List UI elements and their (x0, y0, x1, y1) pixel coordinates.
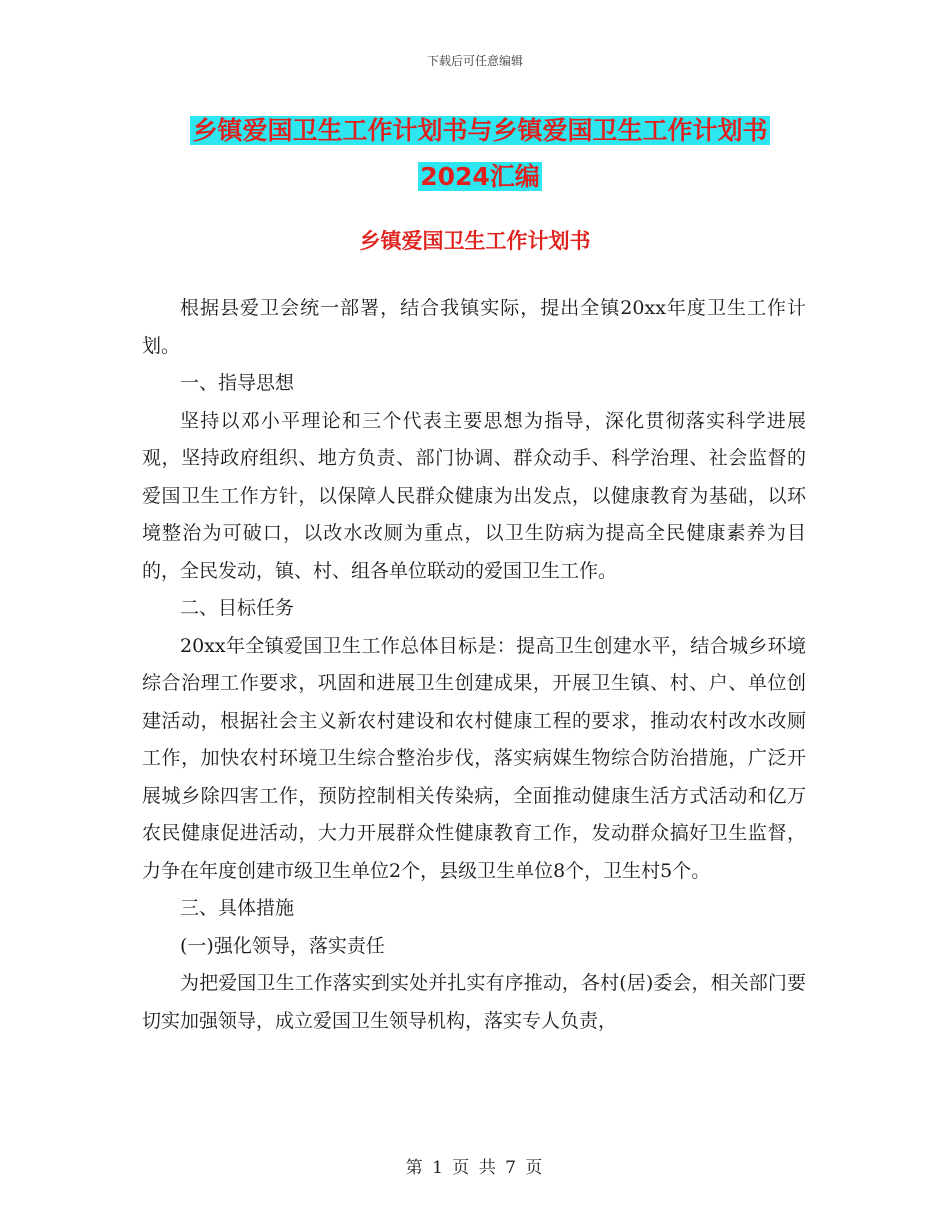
header-note: 下载后可任意编辑 (426, 54, 523, 68)
section-title: 乡镇爱国卫生工作计划书 (359, 229, 591, 253)
paragraph-intro: 根据县爱卫会统一部署，结合我镇实际，提出全镇20xx年度卫生工作计划。 (142, 297, 806, 357)
heading-goals: 二、目标任务 (180, 597, 295, 619)
subheading-leadership: (一)强化领导，落实责任 (180, 934, 385, 957)
body-text (142, 290, 806, 1040)
page-footer: 第 1 页 共 7 页 (405, 1158, 545, 1178)
heading-measures: 三、具体措施 (180, 897, 295, 919)
document-title-line-1: 乡镇爱国卫生工作计划书与乡镇爱国卫生工作计划书 (192, 116, 768, 145)
document-title (140, 108, 820, 200)
heading-guiding-thought: 一、指导思想 (180, 372, 295, 394)
paragraph-goals: 20xx年全镇爱国卫生工作总体目标是：提高卫生创建水平，结合城乡环境综合治理工作要求，巩固和进展卫生创建成果，开展卫生镇、村、户、单位创建活动，根据社会主义新农村建设和农村健康工程的要求，推动农村改水改厕工作，加快农村环境卫生综合整治步伐，落实病媒生物综合防治措施，广泛开展城乡除四害工作，预防控制相关传染病，全面推动健康生活方式活动和亿万农民健康促进活动，大力开展群众性健康教育工作，发动群众搞好卫生监督，力争在年度创建市级卫生单位2个，县级卫生单位8个，卫生村5个。 (142, 634, 806, 882)
paragraph-leadership: 为把爱国卫生工作落实到实处并扎实有序推动，各村(居)委会，相关部门要切实加强领导，成立爱国卫生领导机构，落实专人负责， (142, 972, 806, 1032)
paragraph-guiding-thought: 坚持以邓小平理论和三个代表主要思想为指导，深化贯彻落实科学进展观，坚持政府组织、地方负责、部门协调、群众动手、科学治理、社会监督的爱国卫生工作方针，以保障人民群众健康为出发点，以健康教育为基础，以环境整治为可破口，以改水改厕为重点，以卫生防病为提高全民健康素养为目的，全民发动，镇、村、组各单位联动的爱国卫生工作。 (142, 409, 806, 582)
document-title-line-2: 2024汇编 (420, 162, 540, 191)
